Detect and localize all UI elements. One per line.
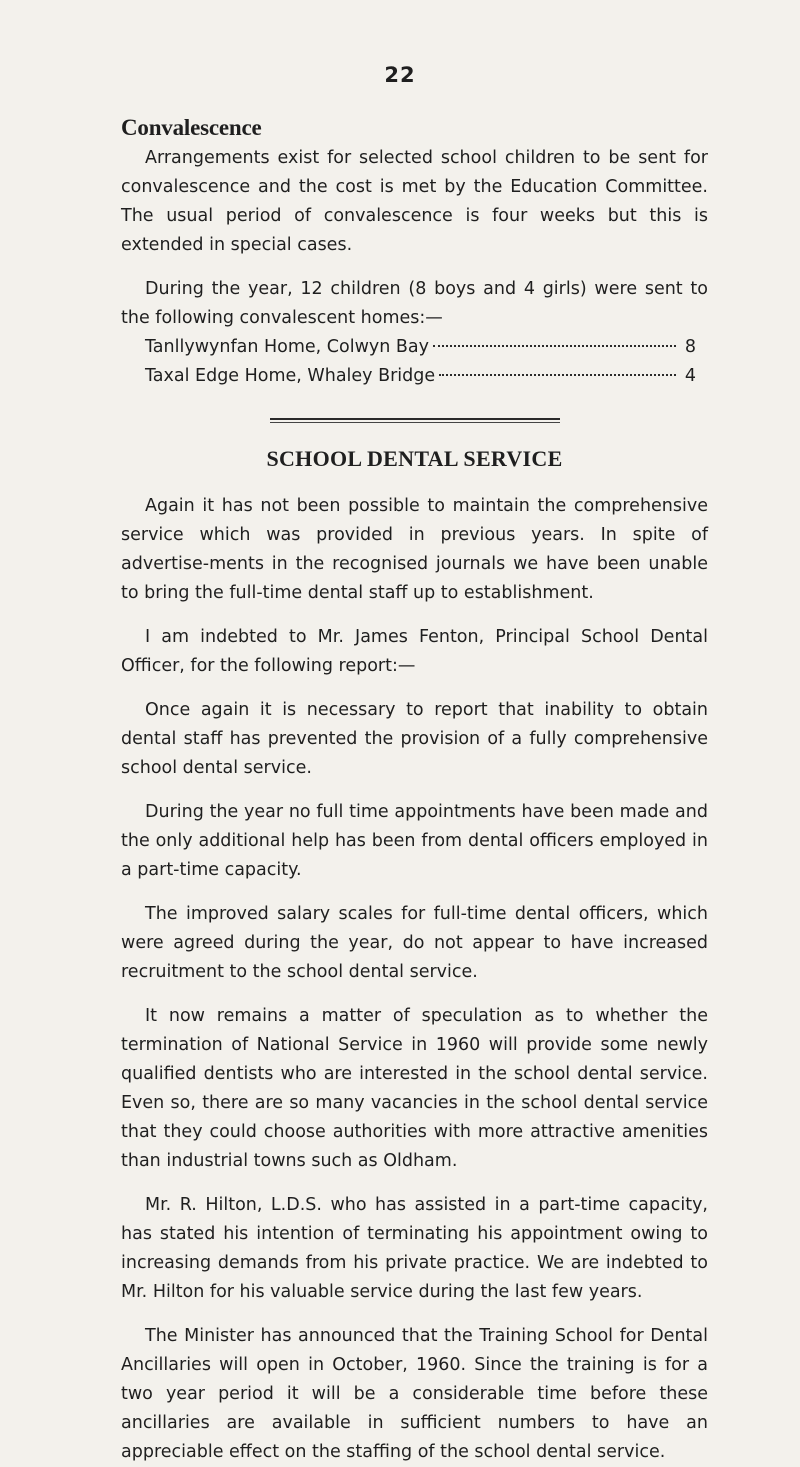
convalescence-paragraph-2: During the year, 12 children (8 boys and 4 girls) were sent to the following convalescent homes:— <box>121 279 708 328</box>
dot-leader <box>439 374 676 376</box>
convalescent-homes-list <box>145 333 708 391</box>
page-content <box>121 112 708 1467</box>
list-item <box>145 333 708 362</box>
dental-section <box>121 444 708 1467</box>
dental-paragraph-6: It now remains a matter of speculation as to whether the termination of National Service in 1960 will provide some newly qualified dentists who are interested in the school dental service. Even so, there are so many vacancies in the school dental service that they could choose authorities with more attractive amenities than industrial towns such as Oldham. <box>121 1006 708 1172</box>
dental-paragraph-2: I am indebted to Mr. James Fenton, Principal School Dental Officer, for the following report:— <box>121 627 708 677</box>
dental-paragraph-7: Mr. R. Hilton, L.D.S. who has assisted in a part-time capacity, has stated his intention of terminating his appointment owing to increasing demands from his private practice. We are indebted to Mr. Hilton for his valuable service during the last few years. <box>121 1195 708 1303</box>
dental-paragraph-1: Again it has not been possible to maintain the comprehensive service which was provided in previous years. In spite of advertise-ments in the recognised journals we have been unable to bring the full-time dental staff up to establishment. <box>121 496 708 604</box>
dental-paragraph-4: During the year no full time appointments have been made and the only additional help has been from dental officers employed in a part-time capacity. <box>121 802 708 881</box>
dental-paragraph-3: Once again it is necessary to report that inability to obtain dental staff has prevented the provision of a fully comprehensive school dental service. <box>121 700 708 779</box>
page-number: 22 <box>384 63 416 87</box>
dental-paragraph-5: The improved salary scales for full-time dental officers, which were agreed during the year, do not appear to have increased recruitment to the school dental service. <box>121 904 708 983</box>
convalescence-heading: Convalescence <box>121 115 262 140</box>
convalescence-section <box>121 112 708 391</box>
list-item <box>145 362 708 391</box>
home-count: 8 <box>684 337 696 357</box>
home-name: Tanllywynfan Home, Colwyn Bay <box>145 337 429 357</box>
home-name: Taxal Edge Home, Whaley Bridge <box>145 366 436 386</box>
dot-leader <box>433 345 676 347</box>
dental-paragraph-8: The Minister has announced that the Training School for Dental Ancillaries will open in October, 1960. Since the training is for a two year period it will be a considerable time before these ancillaries are available in sufficient numbers to have an appreciable effect on the staffing of the school dental service. <box>121 1326 708 1463</box>
section-divider <box>270 418 560 423</box>
home-count: 4 <box>684 366 696 386</box>
dental-heading: SCHOOL DENTAL SERVICE <box>266 446 563 471</box>
convalescence-paragraph-1: Arrangements exist for selected school children to be sent for convalescence and the cost is met by the Education Committee. The usual period of convalescence is four weeks but this is extended in special cases. <box>121 148 708 255</box>
